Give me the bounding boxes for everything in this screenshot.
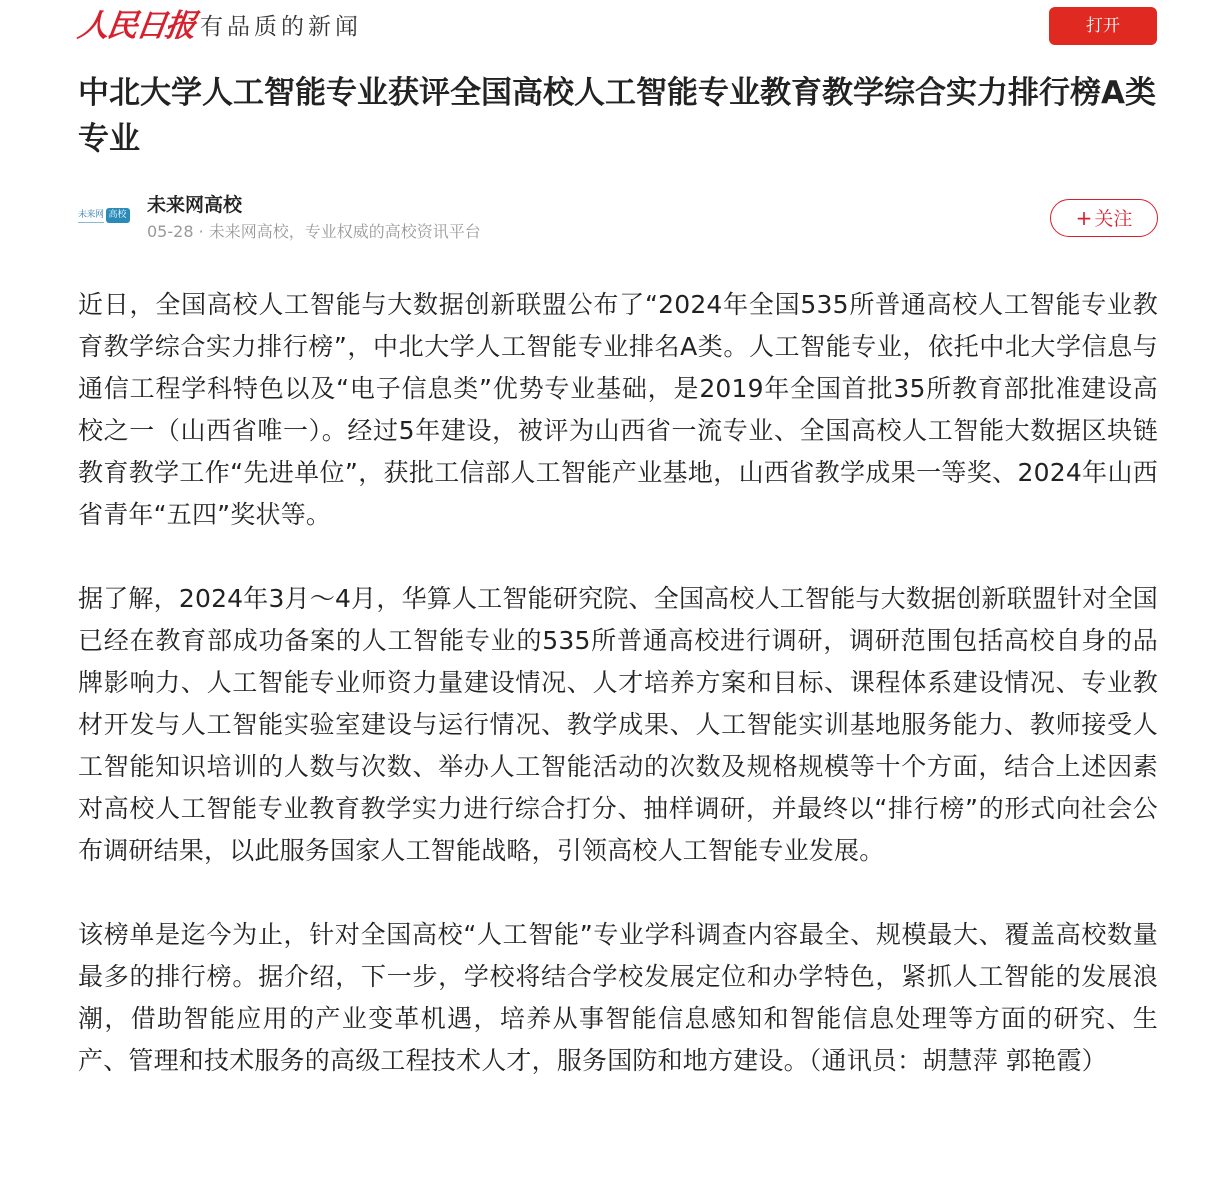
logo-slogan: 有品质的新闻 xyxy=(200,14,362,40)
author-row xyxy=(78,190,1158,246)
article-title: 中北大学人工智能专业获评全国高校人工智能专业教育教学综合实力排行榜A类专业 xyxy=(78,75,1156,157)
top-bar xyxy=(0,0,1231,56)
article-paragraph: 该榜单是迄今为止，针对全国高校“人工智能”专业学科调查内容最全、规模最大、覆盖高校数量最多的排行榜。据介绍，下一步，学校将结合学校发展定位和办学特色，紧抓人工智能的发展浪潮，借助智能应用的产业变革机遇，培养从事智能信息感知和智能信息处理等方面的研究、生产、管理和技术服务的高级工程技术人才，服务国防和地方建设。（通讯员：胡慧萍 郭艳霞） xyxy=(78,920,1158,1075)
peoples-daily-logo[interactable]: 人民日报 xyxy=(75,8,197,44)
avatar-logo-text: 未来网 xyxy=(78,208,104,223)
author-meta: 05-28 · 未来网高校，专业权威的高校资讯平台 xyxy=(147,222,481,241)
author-avatar[interactable] xyxy=(78,205,132,225)
follow-button[interactable] xyxy=(1050,199,1158,237)
avatar-logo-badge: 高校 xyxy=(106,208,130,223)
follow-label: 关注 xyxy=(1094,208,1133,230)
author-name[interactable]: 未来网高校 xyxy=(147,194,243,216)
article-body xyxy=(78,284,1158,1082)
article-paragraph: 据了解，2024年3月～4月，华算人工智能研究院、全国高校人工智能与大数据创新联盟针对全国已经在教育部成功备案的人工智能专业的535所普通高校进行调研，调研范围包括高校自身的品牌影响力、人工智能专业师资力量建设情况、人才培养方案和目标、课程体系建设情况、专业教材开发与人工智能实验室建设与运行情况、教学成果、人工智能实训基地服务能力、教师接受人工智能知识培训的人数与次数、举办人工智能活动的次数及规格规模等十个方面，结合上述因素对高校人工智能专业教育教学实力进行综合打分、抽样调研，并最终以“排行榜”的形式向社会公布调研结果，以此服务国家人工智能战略，引领高校人工智能专业发展。 xyxy=(78,584,1158,865)
open-app-button[interactable]: 打开 xyxy=(1049,7,1157,45)
plus-icon: + xyxy=(1075,206,1093,230)
article-paragraph: 近日，全国高校人工智能与大数据创新联盟公布了“2024年全国535所普通高校人工智能专业教育教学综合实力排行榜”，中北大学人工智能专业排名A类。人工智能专业，依托中北大学信息与通信工程学科特色以及“电子信息类”优势专业基础，是2019年全国首批35所教育部批准建设高校之一（山西省唯一）。经过5年建设，被评为山西省一流专业、全国高校人工智能大数据区块链教育教学工作“先进单位”，获批工信部人工智能产业基地，山西省教学成果一等奖、2024年山西省青年“五四”奖状等。 xyxy=(78,290,1158,529)
